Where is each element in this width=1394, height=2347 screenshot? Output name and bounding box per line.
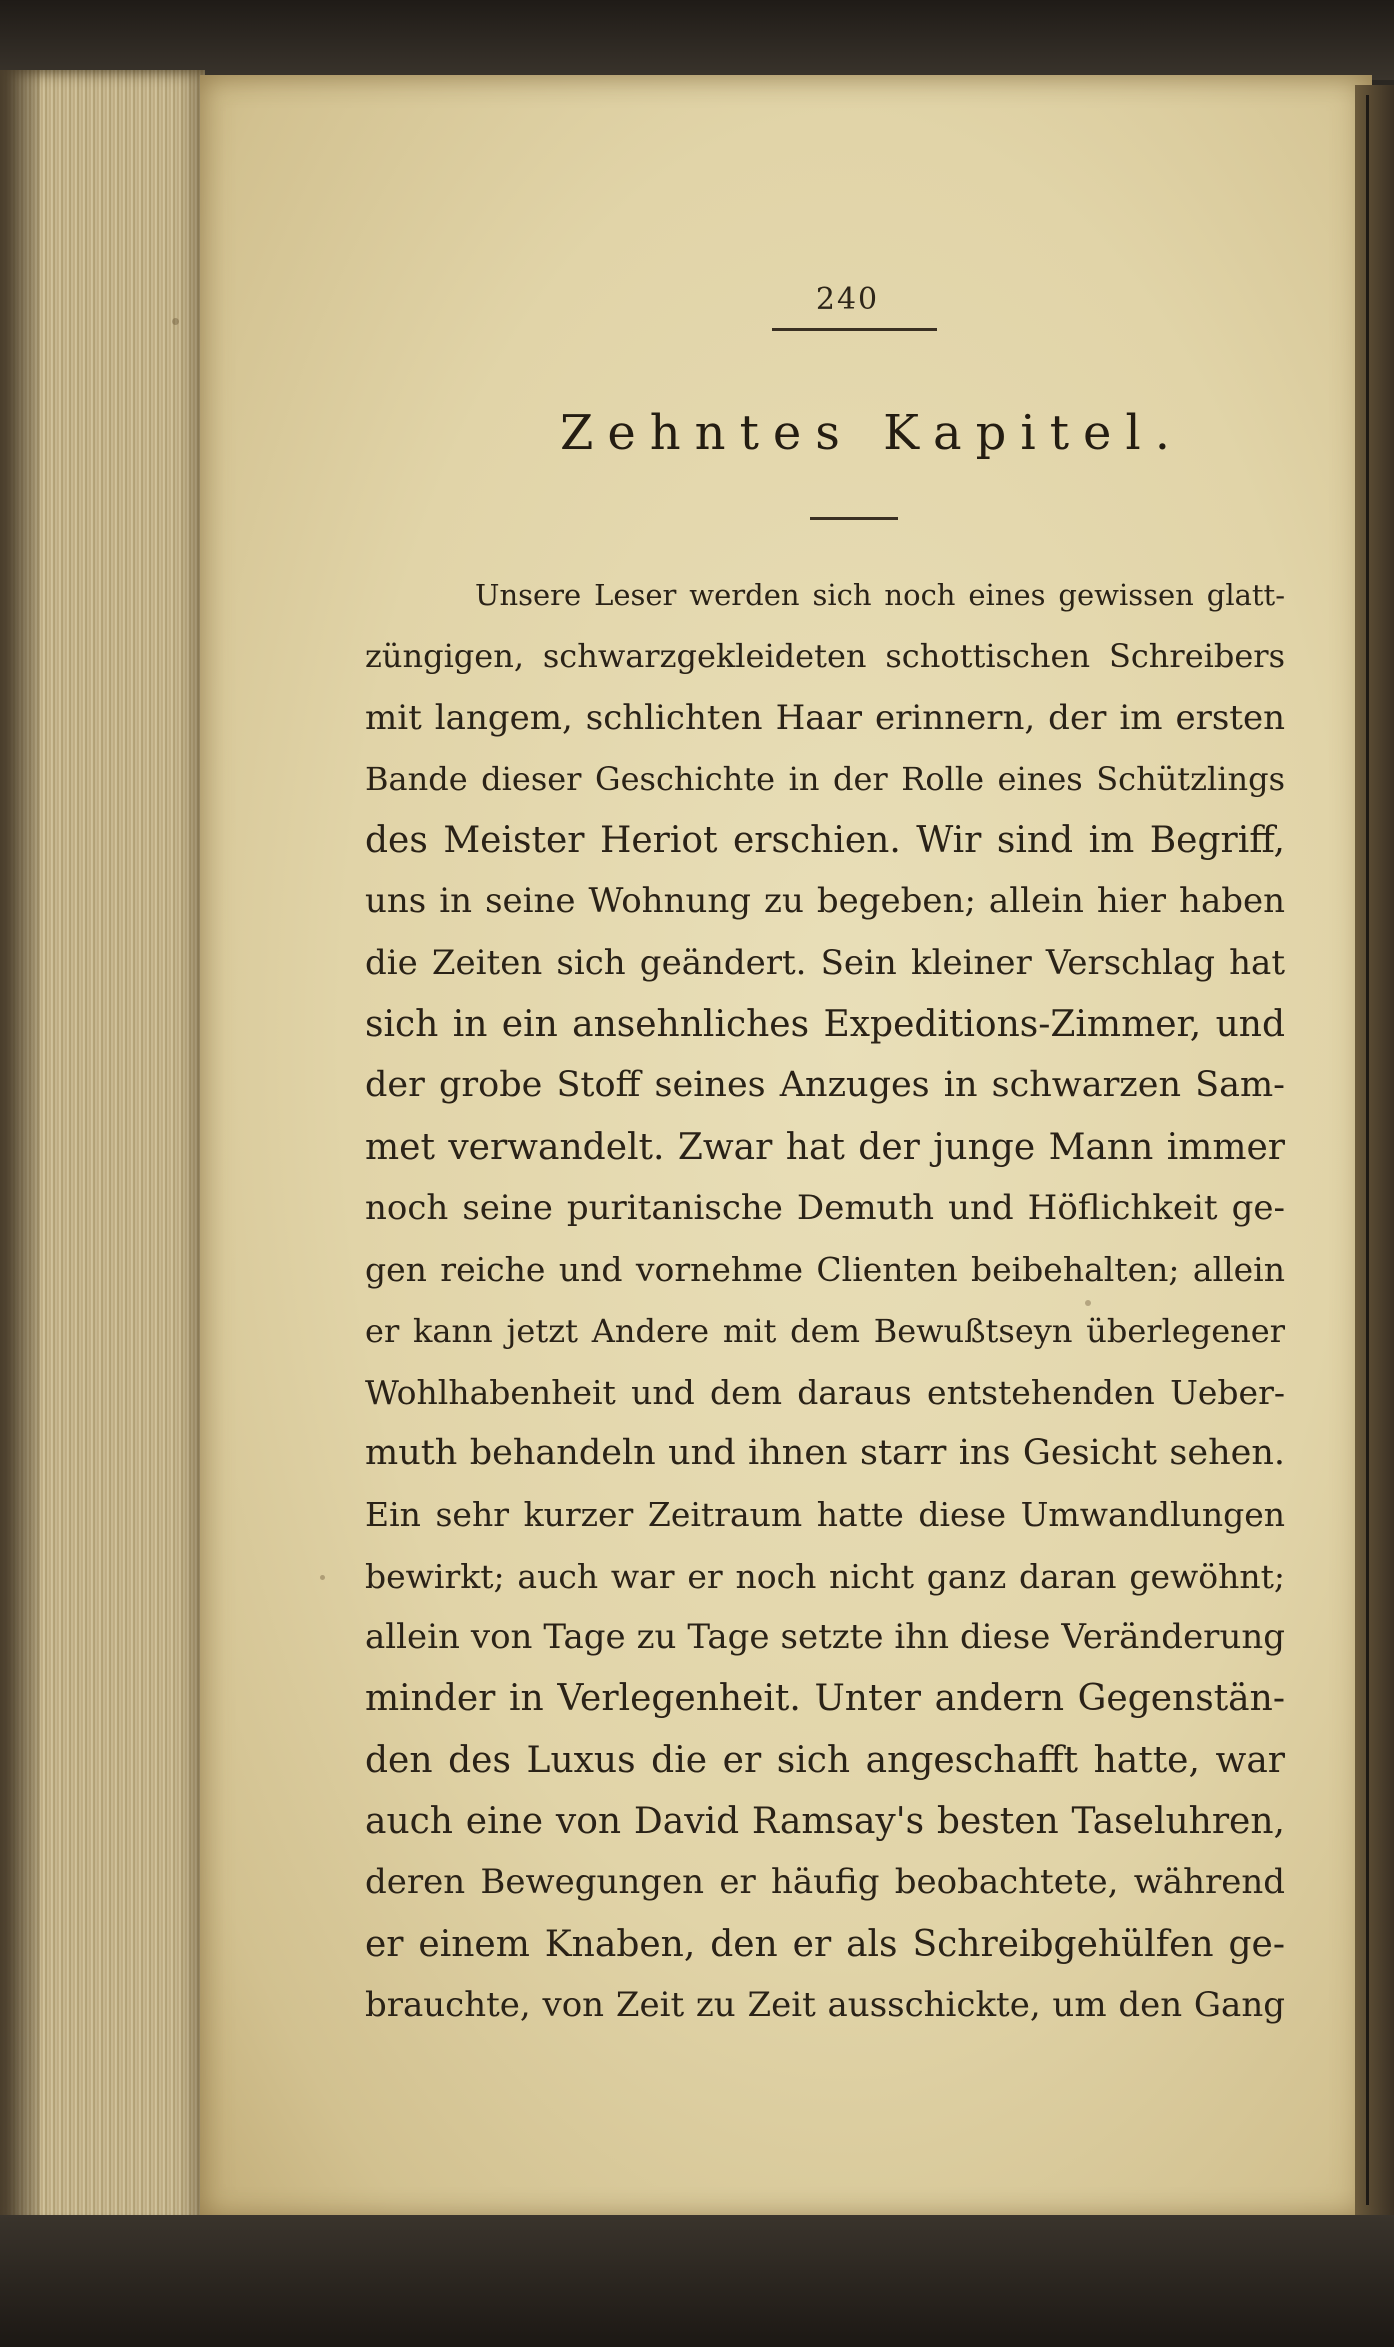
text-line: Ein sehr kurzer Zeitraum hatte diese Umwandlungen — [365, 1495, 1285, 1535]
text-line: den des Luxus die er sich angeschafft hatte, war — [365, 1739, 1285, 1781]
text-line: brauchte, von Zeit zu Zeit ausschickte, um den Gang — [365, 1984, 1285, 2025]
text-line: Wohlhabenheit und dem daraus entstehenden Ueber- — [365, 1372, 1285, 1412]
body-text — [365, 565, 1285, 2036]
text-line: muth behandeln und ihnen starr ins Gesicht sehen. — [365, 1433, 1285, 1474]
text-line: züngigen, schwarzgekleideten schottischen Schreibers — [365, 637, 1285, 676]
page-block-shadow — [0, 70, 40, 2230]
book-cover-top — [0, 0, 1394, 80]
text-line: auch eine von David Ramsay's besten Taseluhren, — [365, 1800, 1285, 1842]
chapter-title-rule — [810, 517, 898, 520]
text-line: sich in ein ansehnliches Expeditions-Zimmer, und — [365, 1004, 1285, 1046]
text-line: mit langem, schlichten Haar erinnern, der im ersten — [365, 697, 1285, 738]
text-line: er einem Knaben, den er als Schreibgehülfen ge- — [365, 1923, 1285, 1965]
ink-spot — [172, 318, 179, 325]
text-line: allein von Tage zu Tage setzte ihn diese Veränderung — [365, 1617, 1285, 1658]
page-number-rule — [772, 328, 937, 331]
text-line: noch seine puritanische Demuth und Höflichkeit ge- — [365, 1187, 1285, 1228]
text-line: bewirkt; auch war er noch nicht ganz daran gewöhnt; — [365, 1556, 1285, 1596]
text-line: des Meister Heriot erschien. Wir sind im Begriff, — [365, 820, 1285, 862]
text-line: die Zeiten sich geändert. Sein kleiner Verschlag hat — [365, 942, 1285, 983]
ink-spot — [320, 1575, 325, 1580]
right-page-edge — [1355, 85, 1394, 2215]
text-line: Bande dieser Geschichte in der Rolle eines Schützlings — [365, 759, 1285, 798]
chapter-title: Zehntes Kapitel. — [560, 405, 1185, 461]
text-line: er kann jetzt Andere mit dem Bewußtseyn überlegener — [365, 1311, 1285, 1350]
text-line: der grobe Stoff seines Anzuges in schwarzen Sam- — [365, 1065, 1285, 1106]
text-line: deren Bewegungen er häufig beobachtete, während — [365, 1862, 1285, 1903]
book-cover-bottom — [0, 2215, 1394, 2347]
text-line: met verwandelt. Zwar hat der junge Mann immer — [365, 1126, 1285, 1168]
text-line: Unsere Leser werden sich noch eines gewissen glatt- — [475, 578, 1285, 612]
text-line: minder in Verlegenheit. Unter andern Gegenstän- — [365, 1678, 1285, 1720]
binding-line — [1366, 95, 1369, 2205]
page-number: 240 — [815, 282, 880, 317]
text-line: gen reiche und vornehme Clienten beibehalten; allein — [365, 1250, 1285, 1290]
text-line: uns in seine Wohnung zu begeben; allein hier haben — [365, 881, 1285, 922]
